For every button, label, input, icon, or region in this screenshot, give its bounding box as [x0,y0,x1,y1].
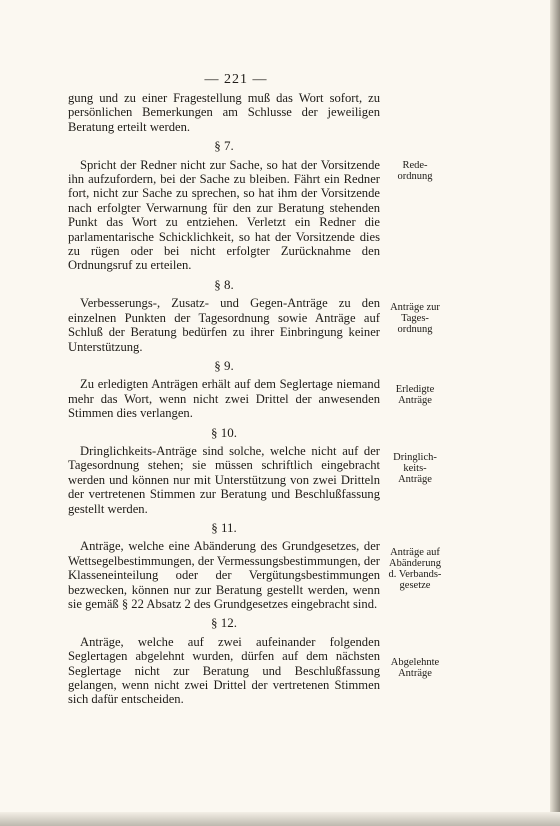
section-heading-11: § 11. [211,519,237,535]
section-heading-10: § 10. [211,424,237,440]
section-text-8: Verbesserungs-, Zusatz- und Gegen-Anträge zu den einzelnen Punkten der Tagesordnung sowie Anträge auf Schluß der Beratung bedürfen zu ihrer Einbringung keiner Unterstützung. [68,296,380,354]
paragraph-continuation: gung und zu einer Fragestellung muß das Wort sofort, zu persönlichen Bemerkungen am Schlusse der jeweiligen Beratung erteilt werden. [68,91,380,134]
main-text [68,91,380,707]
page-number: — 221 — [204,72,268,87]
section-heading-12: § 12. [211,615,237,631]
section-heading-8: § 8. [214,276,234,292]
section-text-11: Anträge, welche eine Abänderung des Grundgesetzes, der Wettsegelbestimmungen, der Vermessungsbestimmungen, der Klasseneinteilung oder der Vergütungsbestimmungen bezwecken, können nur zur Beratung gestellt werden, wenn sie gemäß § 22 Absatz 2 des Grundgesetzes eingebracht sind. [68,539,380,611]
section-heading-7: § 7. [214,138,234,154]
margin-note-dringlichkeits-antraege: Dringlich- keits- Anträge [393,452,437,485]
section-text-12: Anträge, welche auf zwei aufeinander folgenden Seglertagen abgelehnt wurden, dürfen auf dem nächsten Seglertage nicht zur Beratung und Beschlußfassung gelangen, wenn nicht zwei Drittel der vertretenen Stimmen sich dafür entscheiden. [68,634,380,707]
margin-note-antraege-tagesordnung: Anträge zur Tages- ordnung [390,302,440,335]
margin-note-abgelehnte-antraege: Abgelehnte Anträge [390,657,440,679]
section-text-10: Dringlichkeits-Anträge sind solche, welche nicht auf der Tagesordnung stehen; sie müssen schriftlich eingebracht werden und können nur mit Unterstützung von zwei Dritteln der vertretenen Stimmen zur Beratung und Beschlußfassung gestellt werden. [68,443,380,516]
margin-note-abaenderung-verbandsgesetze: Anträge auf Abänderung d. Verbands- gesetze [388,547,442,591]
section-text-9: Zu erledigten Anträgen erhält auf dem Seglertage niemand mehr das Wort, wenn nicht zwei Drittel der anwesenden Stimmen dies verlangen. [68,377,380,421]
margin-note-erledigte-antraege: Erledigte Anträge [395,384,435,406]
page-edge-bottom [0,812,560,826]
section-heading-9: § 9. [214,357,234,373]
page-edge-right [550,0,560,826]
section-text-7: Spricht der Redner nicht zur Sache, so hat der Vorsitzende ihn aufzufordern, bei der Sache zu bleiben. Fährt ein Redner fort, nicht zur Sache zu sprechen, so hat ihm der Vorsitzende nach erfolgter Verwarnung für den zur Beratung stehenden Punkt das Wort zu entziehen. Verletzt ein Redner die parlamentarische Schicklichkeit, so hat der Vorsitzende dies zu rügen oder bei nicht erfolgter Zurücknahme den Ordnungsruf zu erteilen. [68,157,380,273]
margin-note-redeordnung: Rede- ordnung [397,160,433,182]
